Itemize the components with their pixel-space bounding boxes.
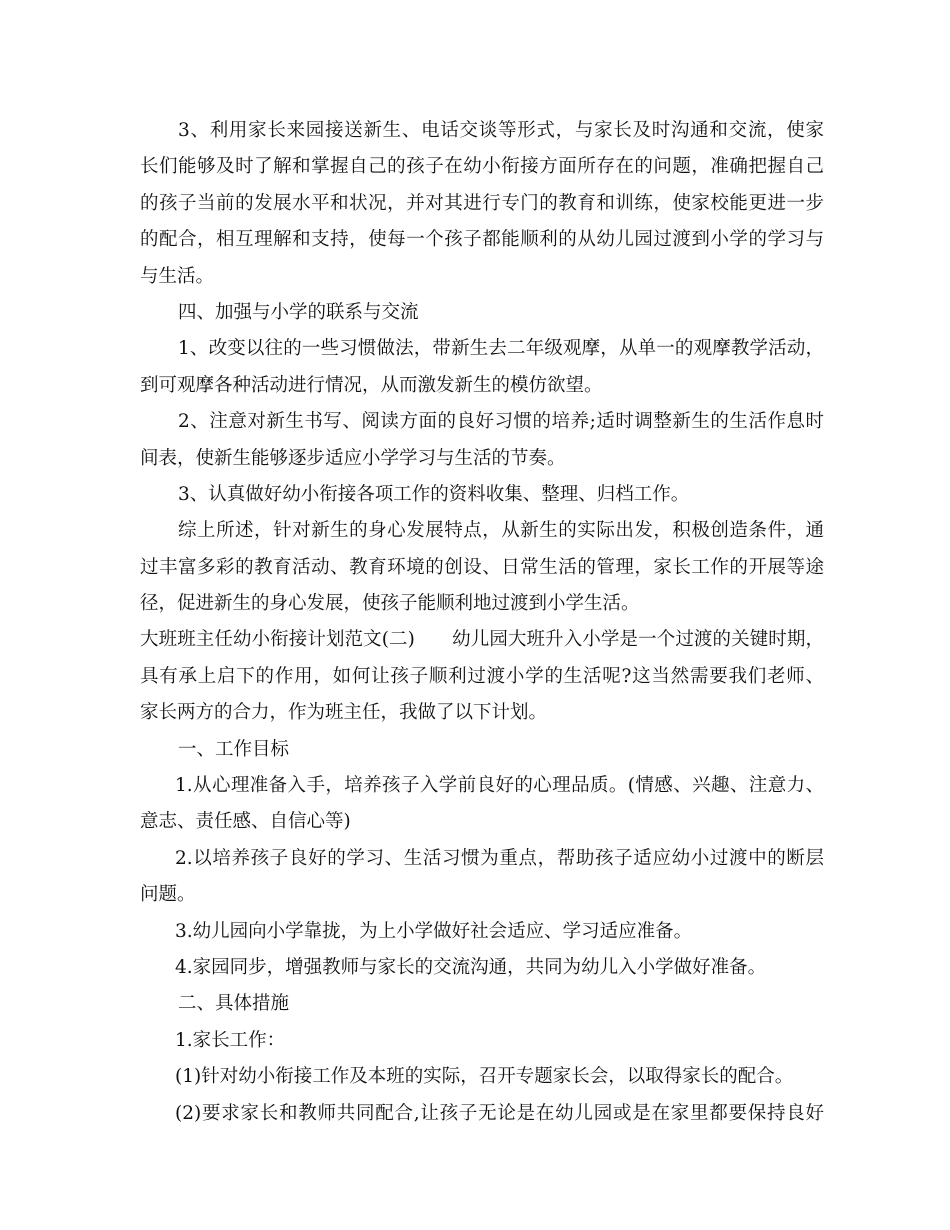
paragraph-line: 3、认真做好幼小衔接各项工作的资料收集、整理、归档工作。 — [178, 483, 690, 505]
section-heading: 一、工作目标 — [178, 738, 290, 760]
list-item-line: (2)要求家长和教师共同配合,让孩子无论是在幼儿园或是在家里都要保持良好 — [175, 1102, 824, 1124]
section-heading: 四、加强与小学的联系与交流 — [178, 301, 419, 323]
paragraph-line: 1、改变以往的一些习惯做法，带新生去二年级观摩，从单一的观摩教学活动， — [178, 338, 824, 360]
list-item-line: 3.幼儿园向小学靠拢，为上小学做好社会适应、学习适应准备。 — [175, 920, 693, 942]
list-item-line: 4.家园同步，增强教师与家长的交流沟通，共同为幼儿入小学做好准备。 — [175, 956, 767, 978]
paragraph-line: 2、注意对新生书写、阅读方面的良好习惯的培养;适时调整新生的生活作息时 — [178, 411, 824, 433]
paragraph-line: 与生活。 — [140, 265, 215, 287]
list-item-line: 问题。 — [140, 884, 196, 906]
section-heading: 二、具体措施 — [178, 993, 290, 1015]
paragraph-line: 3、利用家长来园接送新生、电话交谈等形式，与家长及时沟通和交流，使家 — [178, 120, 824, 141]
list-item-line: 意志、责任感、自信心等) — [140, 811, 351, 833]
paragraph-line: 综上所述，针对新生的身心发展特点，从新生的实际出发，积极创造条件，通 — [178, 520, 824, 542]
paragraph-line: 具有承上启下的作用，如何让孩子顺利过渡小学的生活呢?这当然需要我们老师、 — [140, 665, 824, 687]
paragraph-line: 家长两方的合力，作为班主任，我做了以下计划。 — [140, 702, 548, 724]
paragraph-line: 的孩子当前的发展水平和状况，并对其进行专门的教育和训练，使家校能更进一步 — [140, 192, 824, 214]
list-item-line: 2.以培养孩子良好的学习、生活习惯为重点，帮助孩子适应幼小过渡中的断层 — [175, 847, 824, 869]
document-body — [140, 113, 824, 1132]
list-item-line: (1)针对幼小衔接工作及本班的实际，召开专题家长会，以取得家长的配合。 — [175, 1066, 794, 1088]
paragraph-line: 径，促进新生的身心发展，使孩子能顺利地过渡到小学生活。 — [140, 593, 640, 615]
paragraph-line: 长们能够及时了解和掌握自己的孩子在幼小衔接方面所存在的问题，准确把握自己 — [140, 156, 824, 178]
document-title-line: 大班班主任幼小衔接计划范文(二) 幼儿园大班升入小学是一个过渡的关键时期， — [140, 629, 824, 651]
paragraph-line: 间表，使新生能够逐步适应小学学习与生活的节奏。 — [140, 447, 566, 469]
paragraph-line: 的配合，相互理解和支持，使每一个孩子都能顺利的从幼儿园过渡到小学的学习与 — [140, 229, 824, 251]
paragraph-line: 过丰富多彩的教育活动、教育环境的创设、日常生活的管理，家长工作的开展等途 — [140, 556, 824, 578]
paragraph-line: 到可观摩各种活动进行情况，从而激发新生的模仿欲望。 — [140, 374, 603, 396]
list-item-line: 1.从心理准备入手，培养孩子入学前良好的心理品质。(情感、兴趣、注意力、 — [175, 775, 824, 797]
subsection-heading: 1.家长工作： — [175, 1029, 286, 1051]
